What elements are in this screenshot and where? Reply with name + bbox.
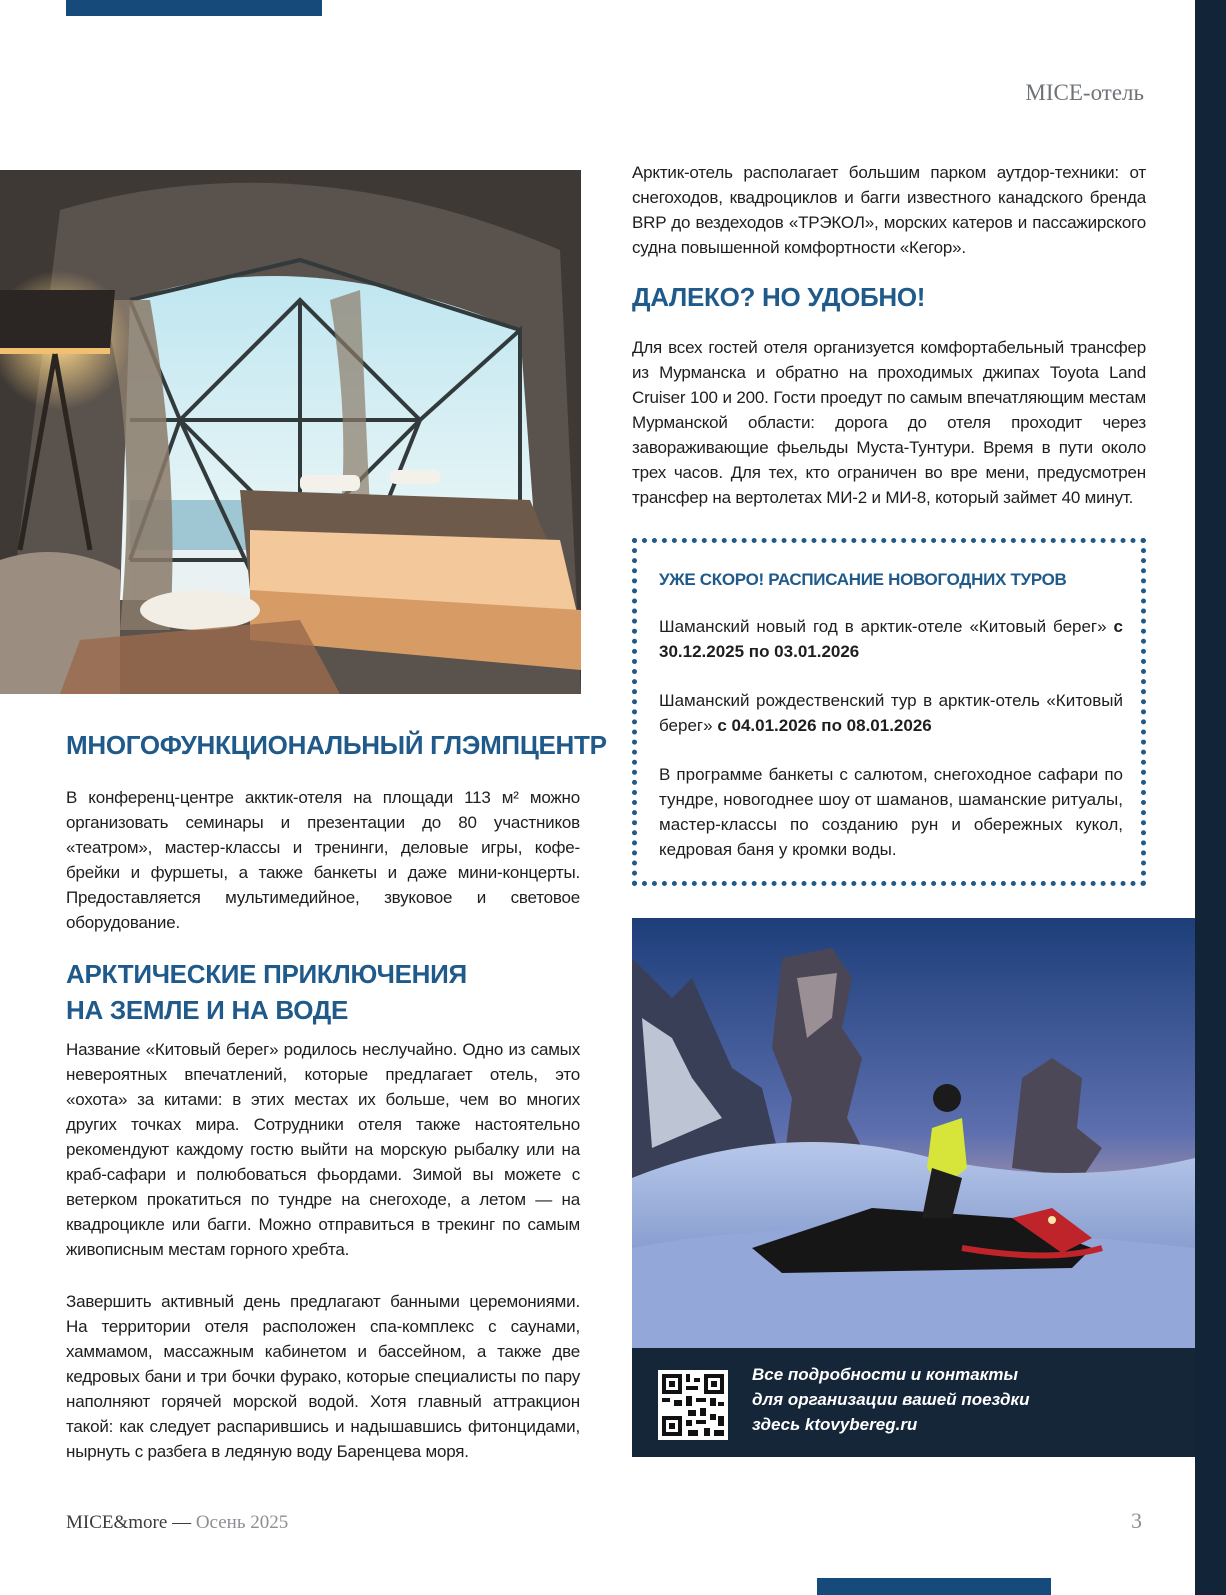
page-number: 3: [1131, 1508, 1142, 1533]
tour-item-christmas: [659, 688, 1123, 738]
contact-line-1: Все подробности и контакты: [752, 1365, 1019, 1384]
magazine-name: MICE&more —: [66, 1512, 192, 1533]
adventures-heading-line1: АРКТИЧЕСКИЕ ПРИКЛЮЧЕНИЯ: [66, 959, 467, 989]
contact-bar: [632, 1348, 1195, 1457]
tour-program: В программе банкеты с салютом, снегоходное сафари по тундре, новогоднее шоу от шаманов, шаманские ритуалы, мастер-классы по созданию рун и обережных кукол, кедровая баня у кромки воды.: [659, 765, 1123, 859]
right-edge-stripe: [1195, 0, 1226, 1595]
transfer-paragraph: Для всех гостей отеля организуется комфортабельный трансфер из Мурманска и обратно на проходимых джипах Toyota Land Cruiser 100 и 200. Гости проедут по самым впечатляющим местам Мурманской области: дорога до отеля проходит через завораживающие фьельды Муста-Тунтури. Время в пути около трех часов. Для тех, кто ограничен во вре мени, предусмотрен трансфер на вертолетах МИ-2 и МИ-8, который займет 40 минут.: [632, 338, 1146, 507]
tour-schedule-box: [632, 538, 1146, 886]
tour-newyear-text: Шаманский новый год в арктик-отеле «Китовый берег»: [659, 617, 1107, 636]
qr-code-icon[interactable]: [658, 1370, 728, 1440]
contact-line-3[interactable]: здесь ktovybereg.ru: [752, 1415, 918, 1434]
glamp-paragraph: В конференц-центре акктик-отеля на площади 113 м² можно организовать семинары и презентации до 80 участников «театром», мастер-классы и тренинги, деловые игры, кофе-брейки и фуршеты, а также банкеты и даже мини-концерты. Предоставляется мультимедийное, звуковое и световое оборудование.: [66, 788, 580, 932]
bottom-accent-bar: [817, 1578, 1051, 1595]
transfer-heading: ДАЛЕКО? НО УДОБНО!: [632, 282, 926, 312]
snowmobile-illustration: [632, 918, 1195, 1348]
top-accent-bar: [66, 0, 322, 16]
dome-interior-illustration: [0, 170, 581, 694]
issue-season: Осень 2025: [195, 1512, 289, 1533]
section-label: MICE-отель: [1025, 80, 1144, 105]
adventures-paragraph-1: Название «Китовый берег» родилось неслучайно. Одно из самых невероятных впечатлений, которые предлагает отель, это «охота» за китами: в этих местах их больше, чем во многих других точках мира. Сотрудники отеля также настоятельно рекомендуют каждому гостю выйти на морскую рыбалку или на краб-сафари и полюбоваться фьордами. Зимой вы можете с ветерком прокатиться по тундре на снегоходе, а летом — на квадроцикле или багги. Можно отправиться в трекинг по самым живописным местам горного хребта.: [66, 1040, 580, 1259]
adventures-paragraph-2: Завершить активный день предлагают банными церемониями. На территории отеля расположен спа-комплекс с саунами, хаммамом, массажным кабинетом и бассейном, а также две кедровых бани и три бочки фурако, которые специалисты по пару наполняют горячей морской водой. Хотя главный аттракцион такой: как следует распарившись и надышавшись фитонцидами, нырнуть с разбега в ледяную воду Баренцева моря.: [66, 1292, 580, 1461]
glamp-heading: МНОГОФУНКЦИОНАЛЬНЫЙ ГЛЭМПЦЕНТР: [66, 730, 607, 760]
contact-line-2: для организации вашей поездки: [752, 1390, 1030, 1409]
tour-newyear-dates: с 30.12.2025 по 03.01.2026: [659, 617, 1123, 661]
adventures-heading-line2: НА ЗЕМЛЕ И НА ВОДЕ: [66, 995, 349, 1025]
snowmobile-photo: [632, 918, 1195, 1348]
footer-magazine: [66, 1512, 288, 1534]
tour-item-newyear: [659, 614, 1123, 664]
intro-paragraph: Арктик-отель располагает большим парком аутдор-техники: от снегоходов, квадроциклов и багги известного канадского бренда BRP до вездеходов «ТРЭКОЛ», морских катеров и пассажирского судна повышенной комфортности «Кегор».: [632, 163, 1146, 257]
contact-text: [752, 1362, 1172, 1437]
tour-christmas-text: Шаманский рождественский тур в арктик-отель «Китовый берег»: [659, 691, 1123, 735]
tour-schedule-title: УЖЕ СКОРО! РАСПИСАНИЕ НОВОГОДНИХ ТУРОВ: [659, 570, 1067, 589]
adventures-heading: [66, 956, 467, 1028]
dome-interior-photo: [0, 170, 581, 694]
tour-christmas-dates: с 04.01.2026 по 08.01.2026: [717, 716, 932, 735]
